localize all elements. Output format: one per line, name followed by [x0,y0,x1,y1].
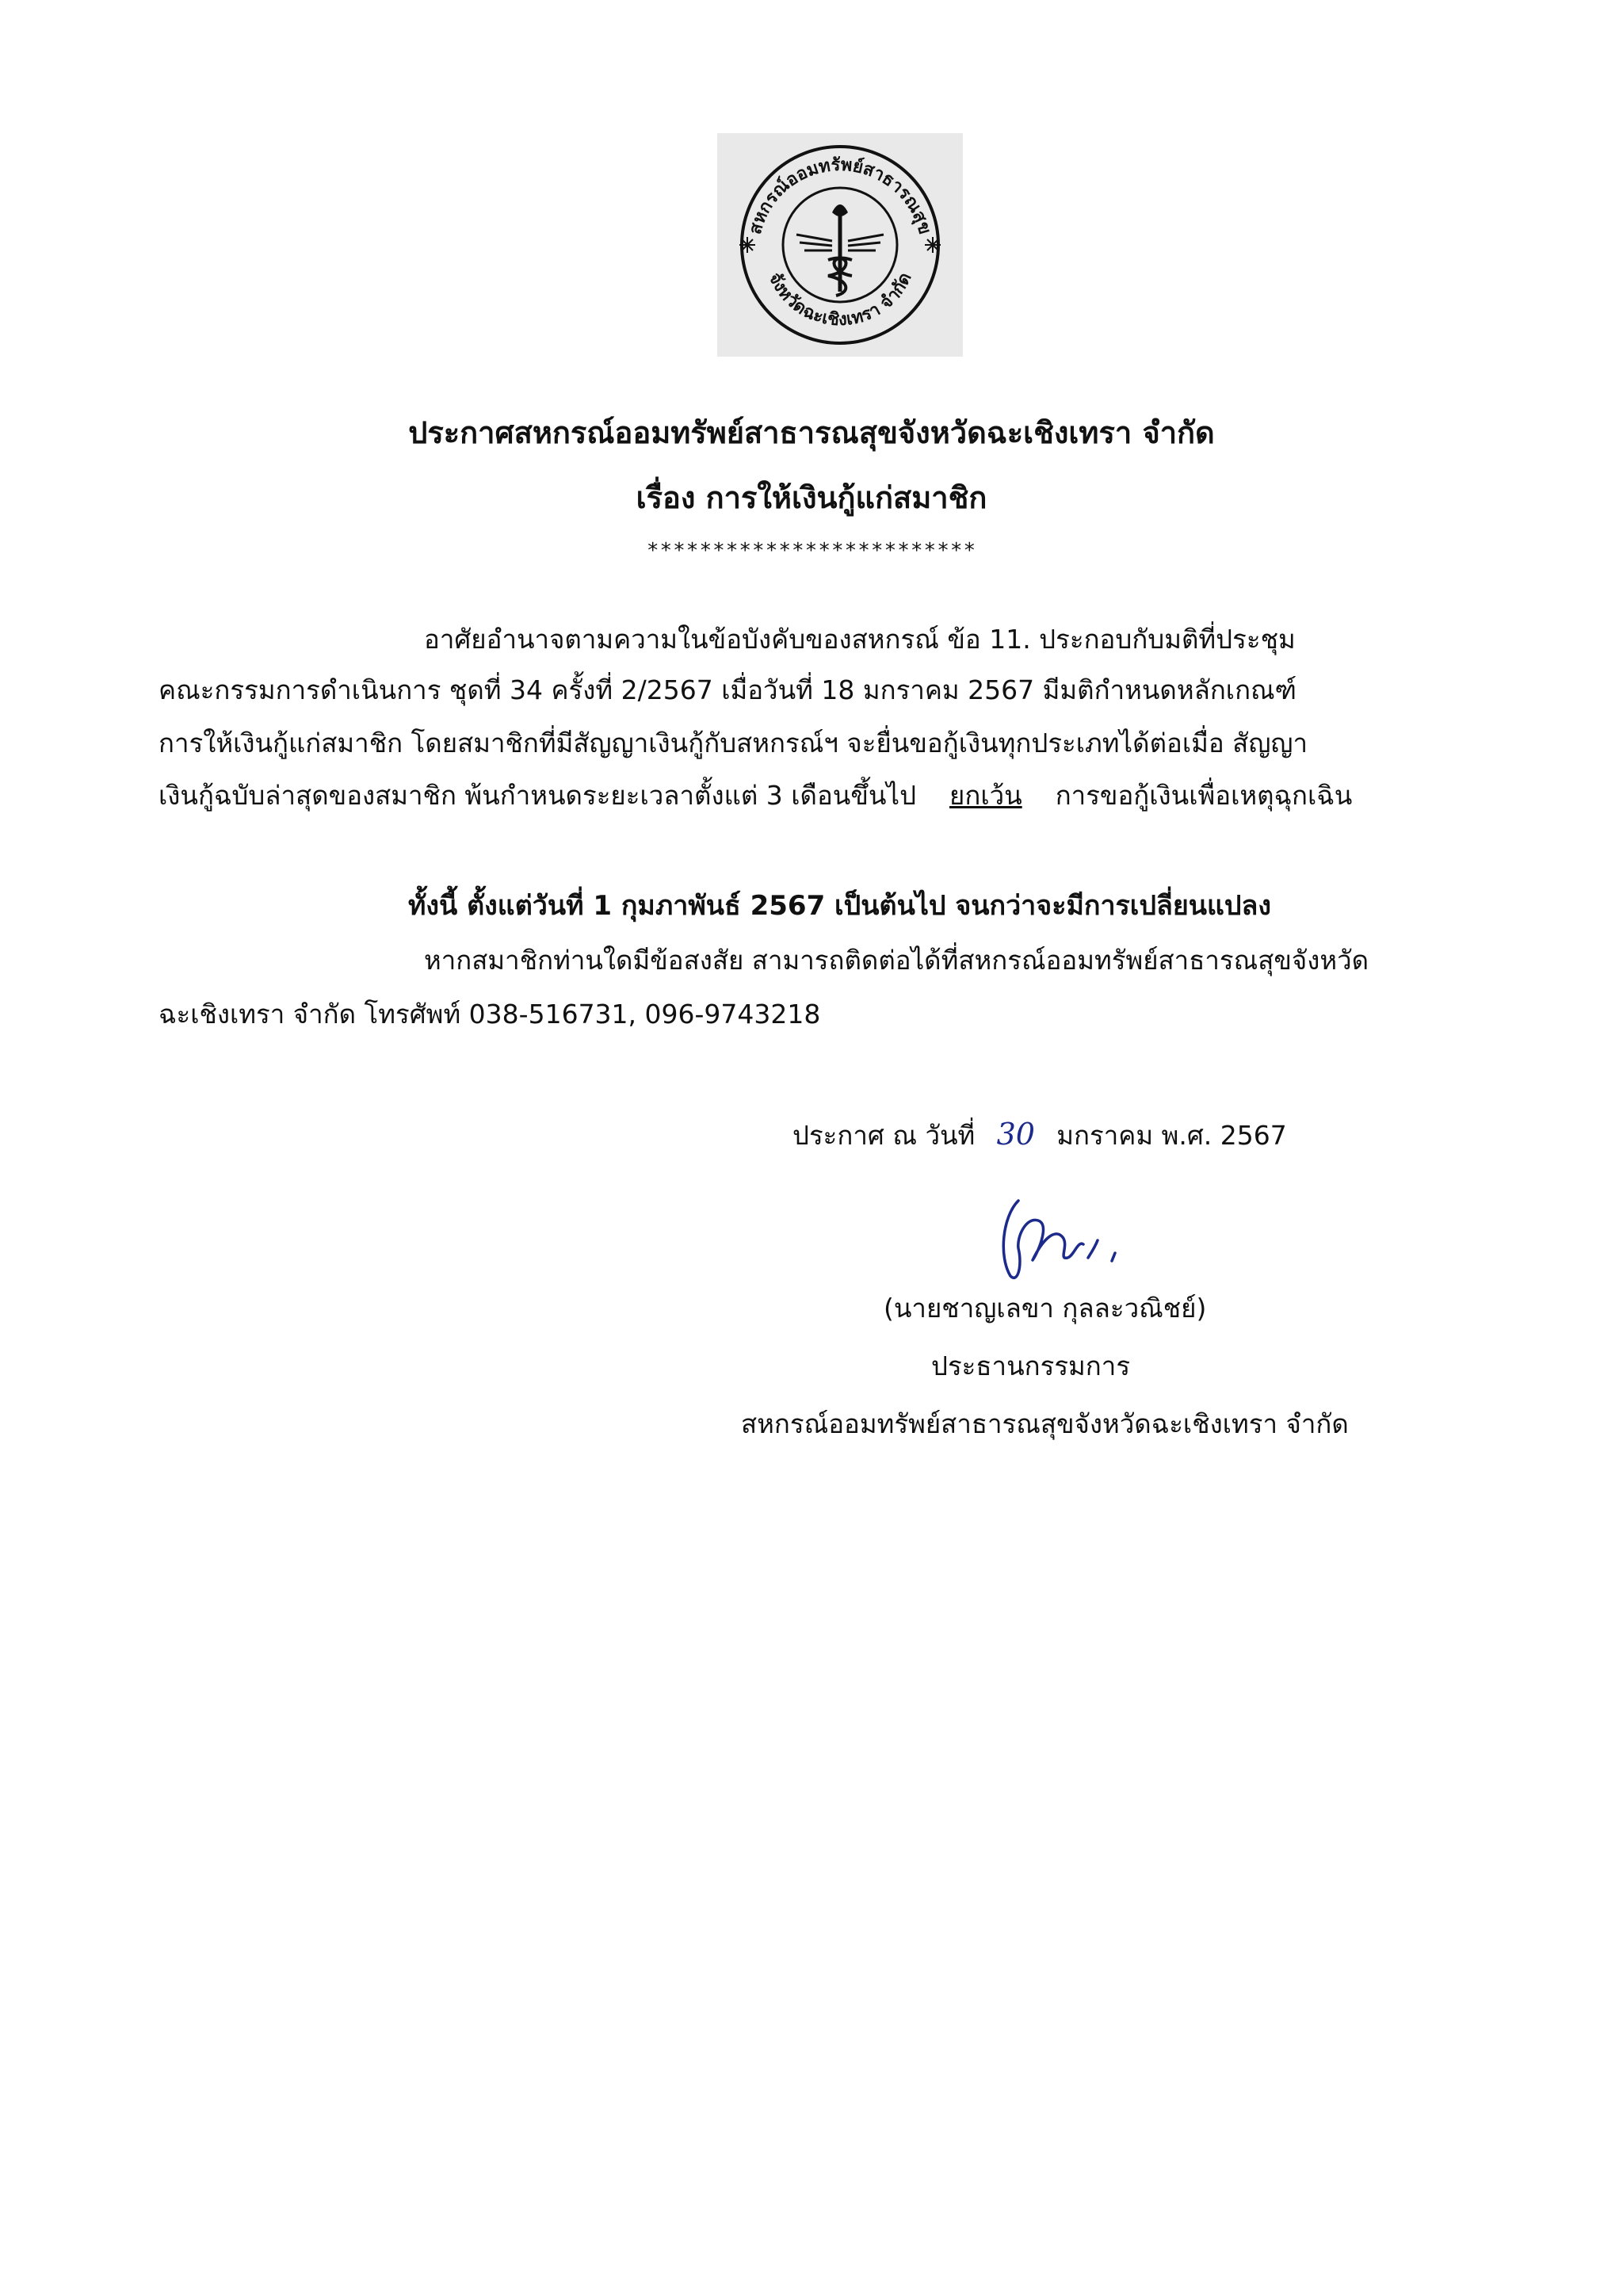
title-separator: ************************* [646,539,977,563]
svg-text:จังหวัดฉะเชิงเทรา จำกัด: จังหวัดฉะเชิงเทรา จำกัด [764,269,916,330]
exception-underlined: ยกเว้น [949,780,1022,811]
body-line-4-text: เงินกู้ฉบับล่าสุดของสมาชิก พ้นกำหนดระยะเวลาตั้งแต่ 3 เดือนขึ้นไป [158,780,917,811]
body-line-4-end: การขอกู้เงินเพื่อเหตุฉุกเฉิน [1055,780,1353,811]
handwritten-day: 30 [996,1117,1035,1152]
cooperative-seal [717,133,963,357]
signatory-organization: สหกรณ์ออมทรัพย์สาธารณสุขจังหวัดฉะเชิงเทรา จำกัด [741,1408,1349,1439]
handwritten-signature-icon [995,1185,1137,1288]
signatory-name: (นายชาญเลขา กุลละวณิชย์) [884,1293,1207,1324]
svg-text:สหกรณ์ออมทรัพย์สาธารณสุข: สหกรณ์ออมทรัพย์สาธารณสุข [745,155,935,237]
date-suffix: มกราคม พ.ศ. 2567 [1056,1120,1287,1151]
body-line-1: อาศัยอำนาจตามความในข้อบังคับของสหกรณ์ ข้อ 11. ประกอบกับมติที่ประชุม [424,624,1296,655]
contact-line-1: หากสมาชิกท่านใดมีข้อสงสัย สามารถติดต่อได้ที่สหกรณ์ออมทรัพย์สาธารณสุขจังหวัด [424,945,1369,976]
date-prefix: ประกาศ ณ วันที่ [792,1120,976,1151]
seal-emblem-icon [717,133,963,357]
effective-date-statement: ทั้งนี้ ตั้งแต่วันที่ 1 กุมภาพันธ์ 2567 เป็นต้นไป จนกว่าจะมีการเปลี่ยนแปลง [408,890,1271,922]
signatory-position: ประธานกรรมการ [931,1350,1131,1381]
body-line-4 [158,777,1352,815]
document-subject: เรื่อง การให้เงินกู้แก่สมาชิก [636,480,987,515]
body-line-3: การให้เงินกู้แก่สมาชิก โดยสมาชิกที่มีสัญญาเงินกู้กับสหกรณ์ฯ จะยื่นขอกู้เงินทุกประเภทได้ต่อเมื่อ สัญญา [158,728,1308,758]
document-title: ประกาศสหกรณ์ออมทรัพย์สาธารณสุขจังหวัดฉะเชิงเทรา จำกัด [408,415,1215,450]
contact-line-2: ฉะเชิงเทรา จำกัด โทรศัพท์ 038-516731, 096-9743218 [158,999,821,1030]
announcement-date [792,1115,1287,1155]
body-line-2: คณะกรรมการดำเนินการ ชุดที่ 34 ครั้งที่ 2/2567 เมื่อวันที่ 18 มกราคม 2567 มีมติกำหนดหลักเกณฑ์ [158,674,1297,705]
